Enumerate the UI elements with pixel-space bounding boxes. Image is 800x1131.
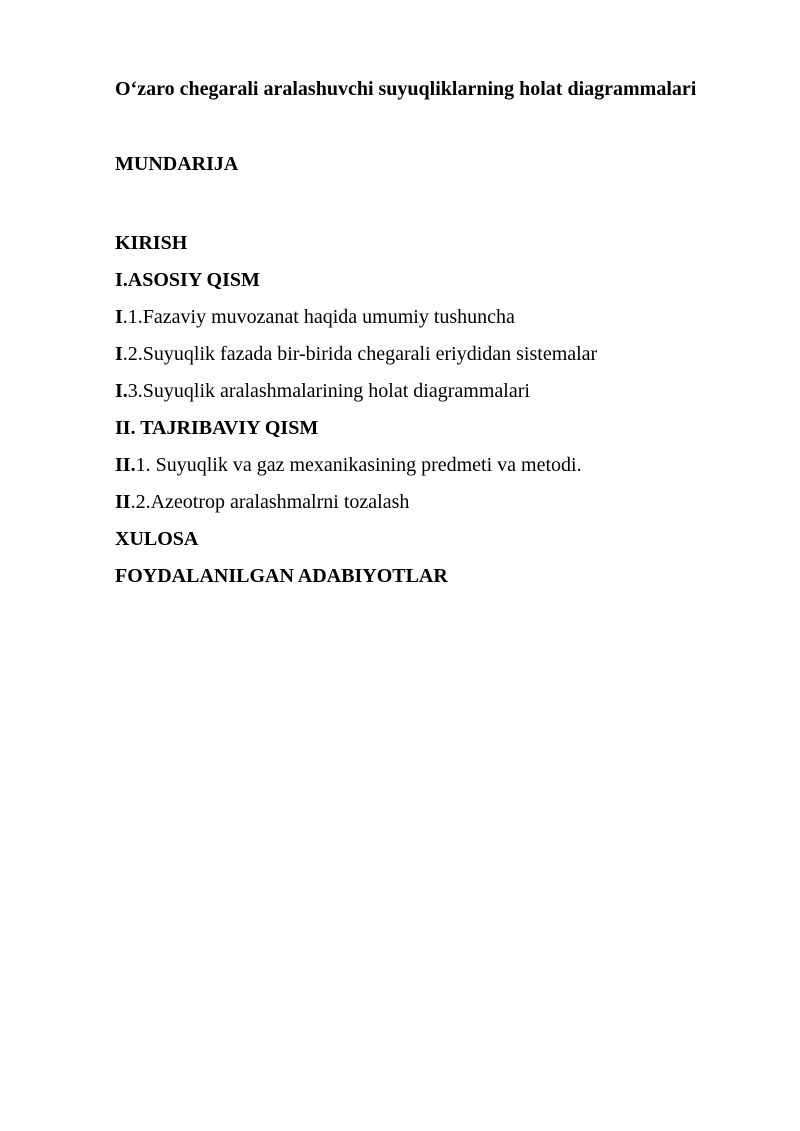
toc-entry-text: .2.Azeotrop aralashmalrni tozalash bbox=[130, 491, 410, 513]
toc-entry-2-1 bbox=[115, 447, 597, 484]
toc-entry-text: 1. Suyuqlik va gaz mexanikasining predmeti va metodi. bbox=[135, 454, 582, 476]
toc-entry-1-2 bbox=[115, 336, 597, 373]
toc-entry-text: .2.Suyuqlik fazada bir-birida chegarali eriydidan sistemalar bbox=[122, 343, 598, 365]
toc-entry-xulosa: XULOSA bbox=[115, 528, 199, 550]
toc-entry-number: I bbox=[115, 306, 123, 328]
toc-entry-number: I bbox=[115, 343, 123, 365]
toc-entry-2-2 bbox=[115, 484, 597, 521]
table-of-contents bbox=[115, 225, 597, 595]
toc-entry-1-3 bbox=[115, 373, 597, 410]
toc-entry-asosiy-qism: I.ASOSIY QISM bbox=[115, 269, 260, 291]
toc-heading: MUNDARIJA bbox=[115, 153, 239, 175]
toc-entry-number: I. bbox=[115, 380, 128, 402]
toc-entry-1-1 bbox=[115, 299, 597, 336]
toc-entry-text: 3.Suyuqlik aralashmalarining holat diagrammalari bbox=[127, 380, 530, 402]
document-title: O‘zaro chegarali aralashuvchi suyuqliklarning holat diagrammalari bbox=[115, 78, 697, 100]
toc-entry-kirish: KIRISH bbox=[115, 232, 188, 254]
toc-entry-adabiyotlar: FOYDALANILGAN ADABIYOTLAR bbox=[115, 565, 448, 587]
toc-entry-tajribaviy-qism: II. TAJRIBAVIY QISM bbox=[115, 417, 319, 439]
toc-entry-text: .1.Fazaviy muvozanat haqida umumiy tushuncha bbox=[122, 306, 515, 328]
toc-entry-number: II bbox=[115, 491, 131, 513]
toc-entry-number: II. bbox=[115, 454, 136, 476]
